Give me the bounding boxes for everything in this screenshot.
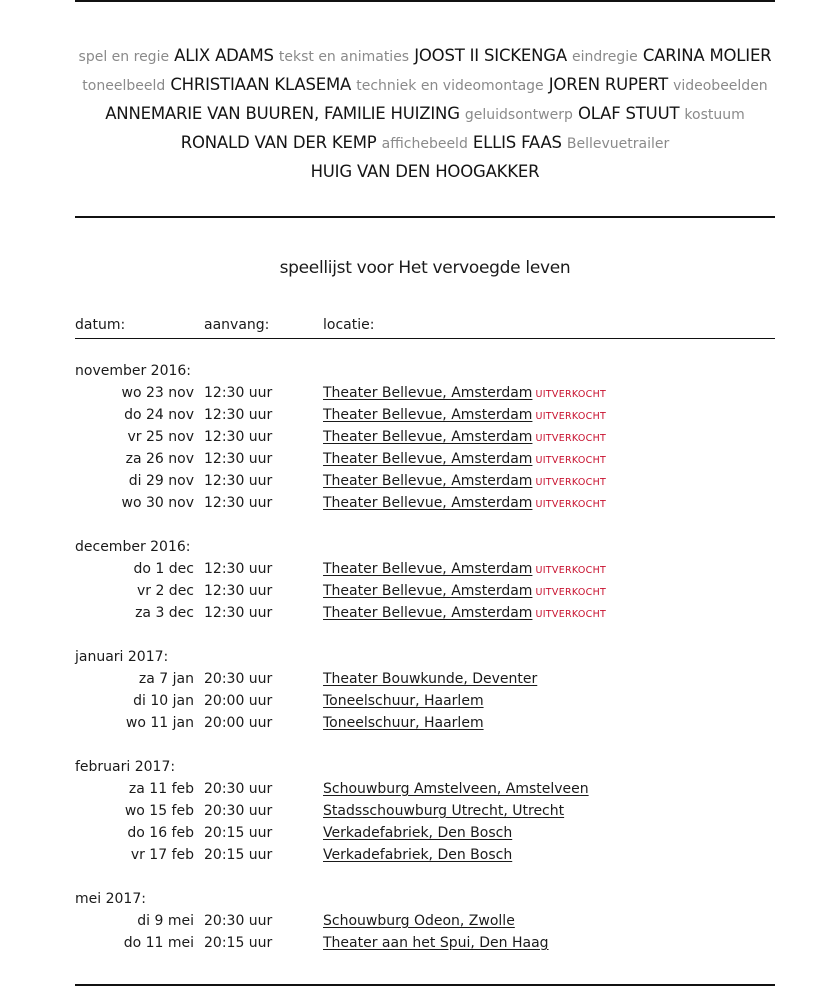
month-label: december 2016: — [75, 539, 191, 555]
performance-location — [323, 844, 512, 866]
performance-date: do 16 feb — [127, 825, 194, 841]
performance-date: do 11 mei — [123, 935, 194, 951]
performance-location — [323, 778, 589, 800]
performance-row — [75, 492, 775, 514]
month-label: februari 2017: — [75, 759, 176, 775]
performance-time: 20:15 uur — [204, 825, 273, 841]
performance-date: vr 2 dec — [136, 583, 194, 599]
performance-time: 20:00 uur — [204, 693, 273, 709]
soldout-badge: UITVERKOCHT — [535, 499, 607, 510]
performance-time: 20:15 uur — [204, 847, 273, 863]
performance-row — [75, 404, 775, 426]
performance-date: wo 15 feb — [124, 803, 194, 819]
month-label: november 2016: — [75, 363, 192, 379]
column-header-aanvang: aanvang: — [204, 317, 270, 333]
venue-link[interactable]: Stadsschouwburg Utrecht, Utrecht — [323, 803, 565, 819]
credit-name: ALIX ADAMS — [174, 46, 274, 65]
performance-row — [75, 426, 775, 448]
performance-time: 12:30 uur — [204, 429, 273, 445]
credit-name: JOREN RUPERT — [548, 75, 668, 94]
venue-link[interactable]: Schouwburg Amstelveen, Amstelveen — [323, 781, 589, 797]
credit-role: geluidsontwerp — [464, 107, 573, 123]
credit-name: RONALD VAN DER KEMP — [180, 133, 377, 152]
credits-block — [75, 42, 775, 185]
month-group — [75, 360, 775, 514]
soldout-badge: UITVERKOCHT — [535, 411, 607, 422]
performance-row — [75, 602, 775, 624]
month-group — [75, 756, 775, 866]
soldout-badge: UITVERKOCHT — [535, 587, 607, 598]
venue-link[interactable]: Theater aan het Spui, Den Haag — [323, 935, 549, 951]
performance-date: do 24 nov — [124, 407, 194, 423]
performance-time: 20:30 uur — [204, 803, 273, 819]
credit-role: Bellevuetrailer — [566, 136, 670, 152]
performance-time: 20:30 uur — [204, 913, 273, 929]
soldout-badge: UITVERKOCHT — [535, 389, 607, 400]
credit-role: techniek en videomontage — [356, 78, 544, 94]
credit-name: ANNEMARIE VAN BUUREN, FAMILIE HUIZING — [105, 104, 460, 123]
month-label: januari 2017: — [75, 649, 169, 665]
credit-role: toneelbeeld — [82, 78, 166, 94]
performance-date: wo 11 jan — [125, 715, 194, 731]
performance-location — [323, 668, 537, 690]
performance-time: 12:30 uur — [204, 451, 273, 467]
performance-date: di 29 nov — [128, 473, 194, 489]
performance-date: za 26 nov — [125, 451, 194, 467]
performance-row — [75, 910, 775, 932]
performance-row — [75, 844, 775, 866]
credits-line — [75, 100, 775, 129]
performance-time: 20:00 uur — [204, 715, 273, 731]
performance-location — [323, 492, 606, 516]
venue-link[interactable]: Verkadefabriek, Den Bosch — [323, 847, 513, 863]
performance-row — [75, 690, 775, 712]
performance-date: wo 30 nov — [121, 495, 194, 511]
soldout-badge: UITVERKOCHT — [535, 433, 607, 444]
performance-row — [75, 712, 775, 734]
credit-name: CHRISTIAAN KLASEMA — [170, 75, 352, 94]
performance-location — [323, 910, 515, 932]
performance-row — [75, 448, 775, 470]
performance-location — [323, 822, 512, 844]
credit-name: HUIG VAN DEN HOOGAKKER — [310, 162, 540, 181]
performance-location — [323, 382, 606, 406]
credit-name: OLAF STUUT — [577, 104, 680, 123]
credit-role: videobeelden — [673, 78, 768, 94]
performance-location — [323, 470, 606, 494]
schedule-list — [75, 360, 775, 976]
credits-line — [75, 158, 775, 185]
credit-role: tekst en animaties — [278, 49, 410, 65]
performance-location — [323, 426, 606, 450]
soldout-badge: UITVERKOCHT — [535, 565, 607, 576]
credit-name: JOOST II SICKENGA — [414, 46, 567, 65]
performance-location — [323, 404, 606, 428]
venue-link[interactable]: Theater Bellevue, Amsterdam — [323, 407, 533, 423]
bottom-divider — [75, 984, 775, 986]
soldout-badge: UITVERKOCHT — [535, 455, 607, 466]
venue-link[interactable]: Theater Bellevue, Amsterdam — [323, 605, 533, 621]
month-label: mei 2017: — [75, 891, 146, 907]
credit-name: ELLIS FAAS — [472, 133, 562, 152]
performance-time: 12:30 uur — [204, 473, 273, 489]
venue-link[interactable]: Theater Bouwkunde, Deventer — [323, 671, 538, 687]
column-header-locatie: locatie: — [323, 317, 375, 333]
performance-date: za 7 jan — [138, 671, 194, 687]
performance-date: vr 17 feb — [130, 847, 194, 863]
credit-role: kostuum — [684, 107, 745, 123]
performance-location — [323, 712, 484, 734]
credits-line — [75, 71, 775, 100]
performance-row — [75, 668, 775, 690]
credit-role: spel en regie — [78, 49, 170, 65]
performance-date: di 10 jan — [133, 693, 194, 709]
month-group — [75, 536, 775, 624]
performance-location — [323, 800, 564, 822]
credits-divider — [75, 216, 775, 218]
venue-link[interactable]: Theater Bellevue, Amsterdam — [323, 451, 533, 467]
performance-time: 12:30 uur — [204, 605, 273, 621]
performance-time: 12:30 uur — [204, 561, 273, 577]
credit-name: CARINA MOLIER — [642, 46, 772, 65]
month-group — [75, 888, 775, 954]
venue-link[interactable]: Theater Bellevue, Amsterdam — [323, 473, 533, 489]
soldout-badge: UITVERKOCHT — [535, 609, 607, 620]
month-group — [75, 646, 775, 734]
venue-link[interactable]: Verkadefabriek, Den Bosch — [323, 825, 513, 841]
column-header-datum: datum: — [75, 317, 126, 333]
performance-row — [75, 470, 775, 492]
performance-date: do 1 dec — [133, 561, 194, 577]
schedule-title: speellijst voor Het vervoegde leven — [279, 258, 571, 278]
performance-row — [75, 778, 775, 800]
performance-row — [75, 558, 775, 580]
performance-time: 20:15 uur — [204, 935, 273, 951]
venue-link[interactable]: Theater Bellevue, Amsterdam — [323, 561, 533, 577]
performance-location — [323, 558, 606, 582]
performance-time: 20:30 uur — [204, 781, 273, 797]
performance-time: 12:30 uur — [204, 495, 273, 511]
credits-line — [75, 42, 775, 71]
venue-link[interactable]: Theater Bellevue, Amsterdam — [323, 583, 533, 599]
performance-row — [75, 932, 775, 954]
soldout-badge: UITVERKOCHT — [535, 477, 607, 488]
performance-date: za 3 dec — [135, 605, 194, 621]
performance-location — [323, 448, 606, 472]
performance-row — [75, 580, 775, 602]
performance-date: vr 25 nov — [127, 429, 194, 445]
venue-link[interactable]: Theater Bellevue, Amsterdam — [323, 429, 533, 445]
performance-time: 12:30 uur — [204, 407, 273, 423]
top-divider — [75, 0, 775, 2]
performance-time: 12:30 uur — [204, 385, 273, 401]
header-underline — [75, 338, 775, 339]
venue-link[interactable]: Theater Bellevue, Amsterdam — [323, 385, 533, 401]
performance-time: 12:30 uur — [204, 583, 273, 599]
performance-row — [75, 800, 775, 822]
performance-location — [323, 932, 549, 954]
performance-row — [75, 382, 775, 404]
credits-line — [75, 129, 775, 158]
venue-link[interactable]: Toneelschuur, Haarlem — [323, 715, 484, 731]
performance-row — [75, 822, 775, 844]
schedule-header — [75, 317, 775, 339]
venue-link[interactable]: Schouwburg Odeon, Zwolle — [323, 913, 515, 929]
venue-link[interactable]: Toneelschuur, Haarlem — [323, 693, 484, 709]
performance-date: di 9 mei — [137, 913, 194, 929]
venue-link[interactable]: Theater Bellevue, Amsterdam — [323, 495, 533, 511]
performance-location — [323, 580, 606, 604]
credit-role: eindregie — [572, 49, 638, 65]
performance-location — [323, 690, 484, 712]
performance-date: za 11 feb — [128, 781, 194, 797]
performance-date: wo 23 nov — [121, 385, 194, 401]
credit-role: affichebeeld — [381, 136, 468, 152]
performance-location — [323, 602, 606, 626]
performance-time: 20:30 uur — [204, 671, 273, 687]
